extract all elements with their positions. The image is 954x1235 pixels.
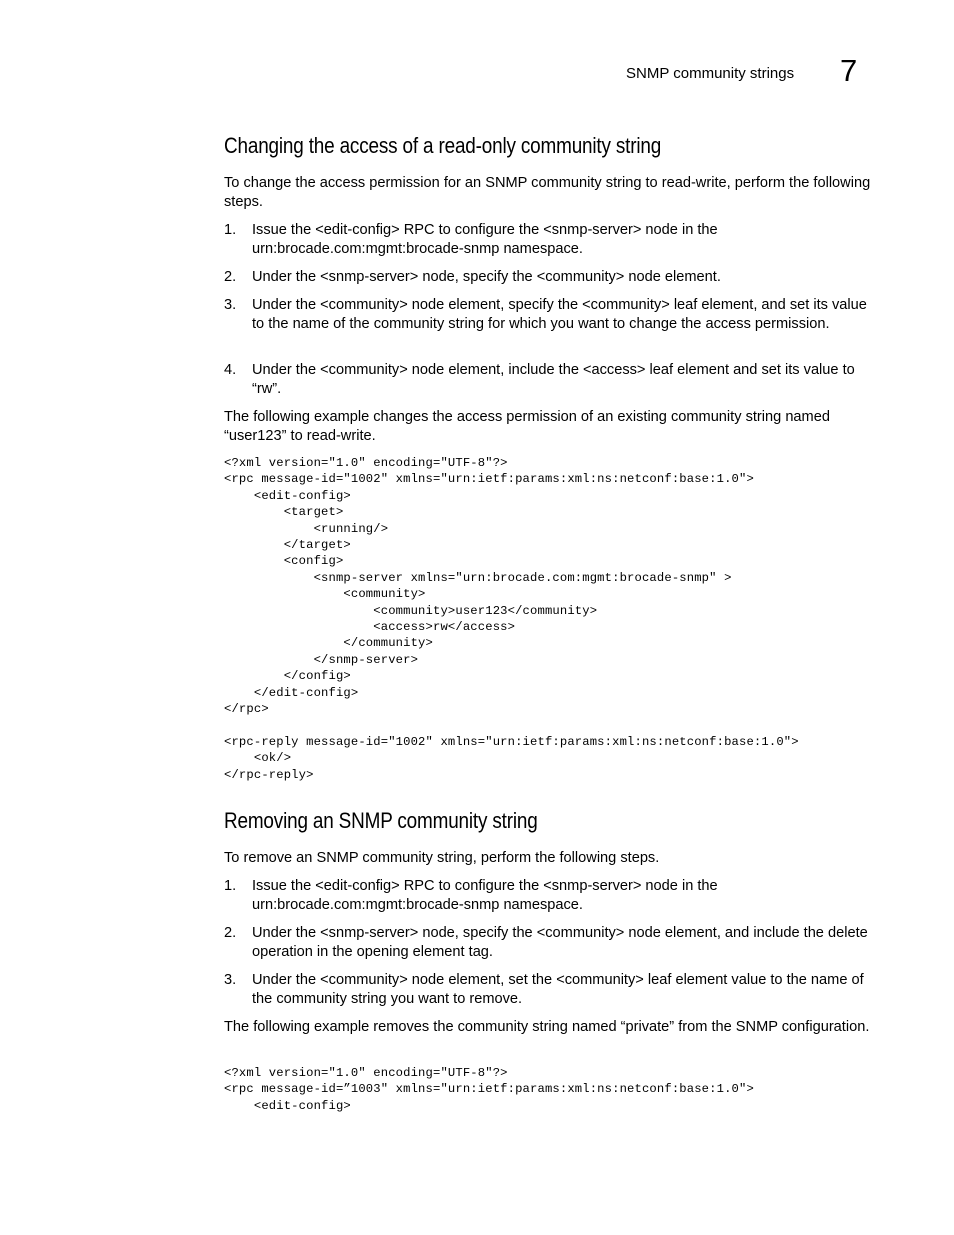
section-heading-remove-community: Removing an SNMP community string <box>224 808 538 833</box>
section1-example-intro: The following example changes the access permission of an existing community string named “user123” to read-write. <box>224 409 830 444</box>
step-text: Issue the <edit-config> RPC to configure the <snmp-server> node in the urn:brocade.com:mgmt:brocade-snmp namespace. <box>252 878 718 913</box>
code-example-remove-community: <?xml version="1.0" encoding="UTF-8"?> <rpc message-id=”1003" xmlns="urn:ietf:params:xml:ns:netconf:base:1.0"> <edit-config> <box>224 1066 754 1113</box>
step-number: 4. <box>224 362 237 378</box>
step-text: Issue the <edit-config> RPC to configure the <snmp-server> node in the urn:brocade.com:mgmt:brocade-snmp namespace. <box>252 222 718 257</box>
step-text: Under the <snmp-server> node, specify the <community> node element, and include the delete operation in the opening element tag. <box>252 925 868 960</box>
step-text: Under the <snmp-server> node, specify the <community> node element. <box>252 269 721 285</box>
chapter-number: 7 <box>840 53 858 88</box>
section1-intro: To change the access permission for an SNMP community string to read-write, perform the following steps. <box>224 175 871 210</box>
code-example-change-access: <?xml version="1.0" encoding="UTF-8"?> <rpc message-id="1002" xmlns="urn:ietf:params:xml:ns:netconf:base:1.0"> <edit-config> <target> <running/> </target> <config> <snmp-server xmlns="urn:brocade.com:mgmt:brocade-snmp" > <community> <community>user123</community> <access>rw</access> </community> </snmp-server> </config> </edit-config> </rpc> <rpc-reply message-id="1002" xmlns="urn:ietf:params:xml:ns:netconf:base:1.0"> <ok/> </rpc-reply> <box>224 456 799 782</box>
step-text: Under the <community> node element, set the <community> leaf element value to the name of the community string you want to remove. <box>252 972 864 1007</box>
step-number: 1. <box>224 878 237 894</box>
step-number: 3. <box>224 297 237 313</box>
step-text: Under the <community> node element, specify the <community> leaf element, and set its value to the name of the community string for which you want to change the access permission. <box>252 297 867 332</box>
section2-intro: To remove an SNMP community string, perform the following steps. <box>224 850 660 866</box>
step-number: 3. <box>224 972 237 988</box>
step-number: 1. <box>224 222 237 238</box>
step-number: 2. <box>224 269 237 285</box>
step-text: Under the <community> node element, include the <access> leaf element and set its value to “rw”. <box>252 362 855 397</box>
section2-example-intro: The following example removes the community string named “private” from the SNMP configuration. <box>224 1019 870 1035</box>
section-heading-change-access: Changing the access of a read-only community string <box>224 133 662 158</box>
step-number: 2. <box>224 925 237 941</box>
running-header-title: SNMP community strings <box>626 65 795 82</box>
